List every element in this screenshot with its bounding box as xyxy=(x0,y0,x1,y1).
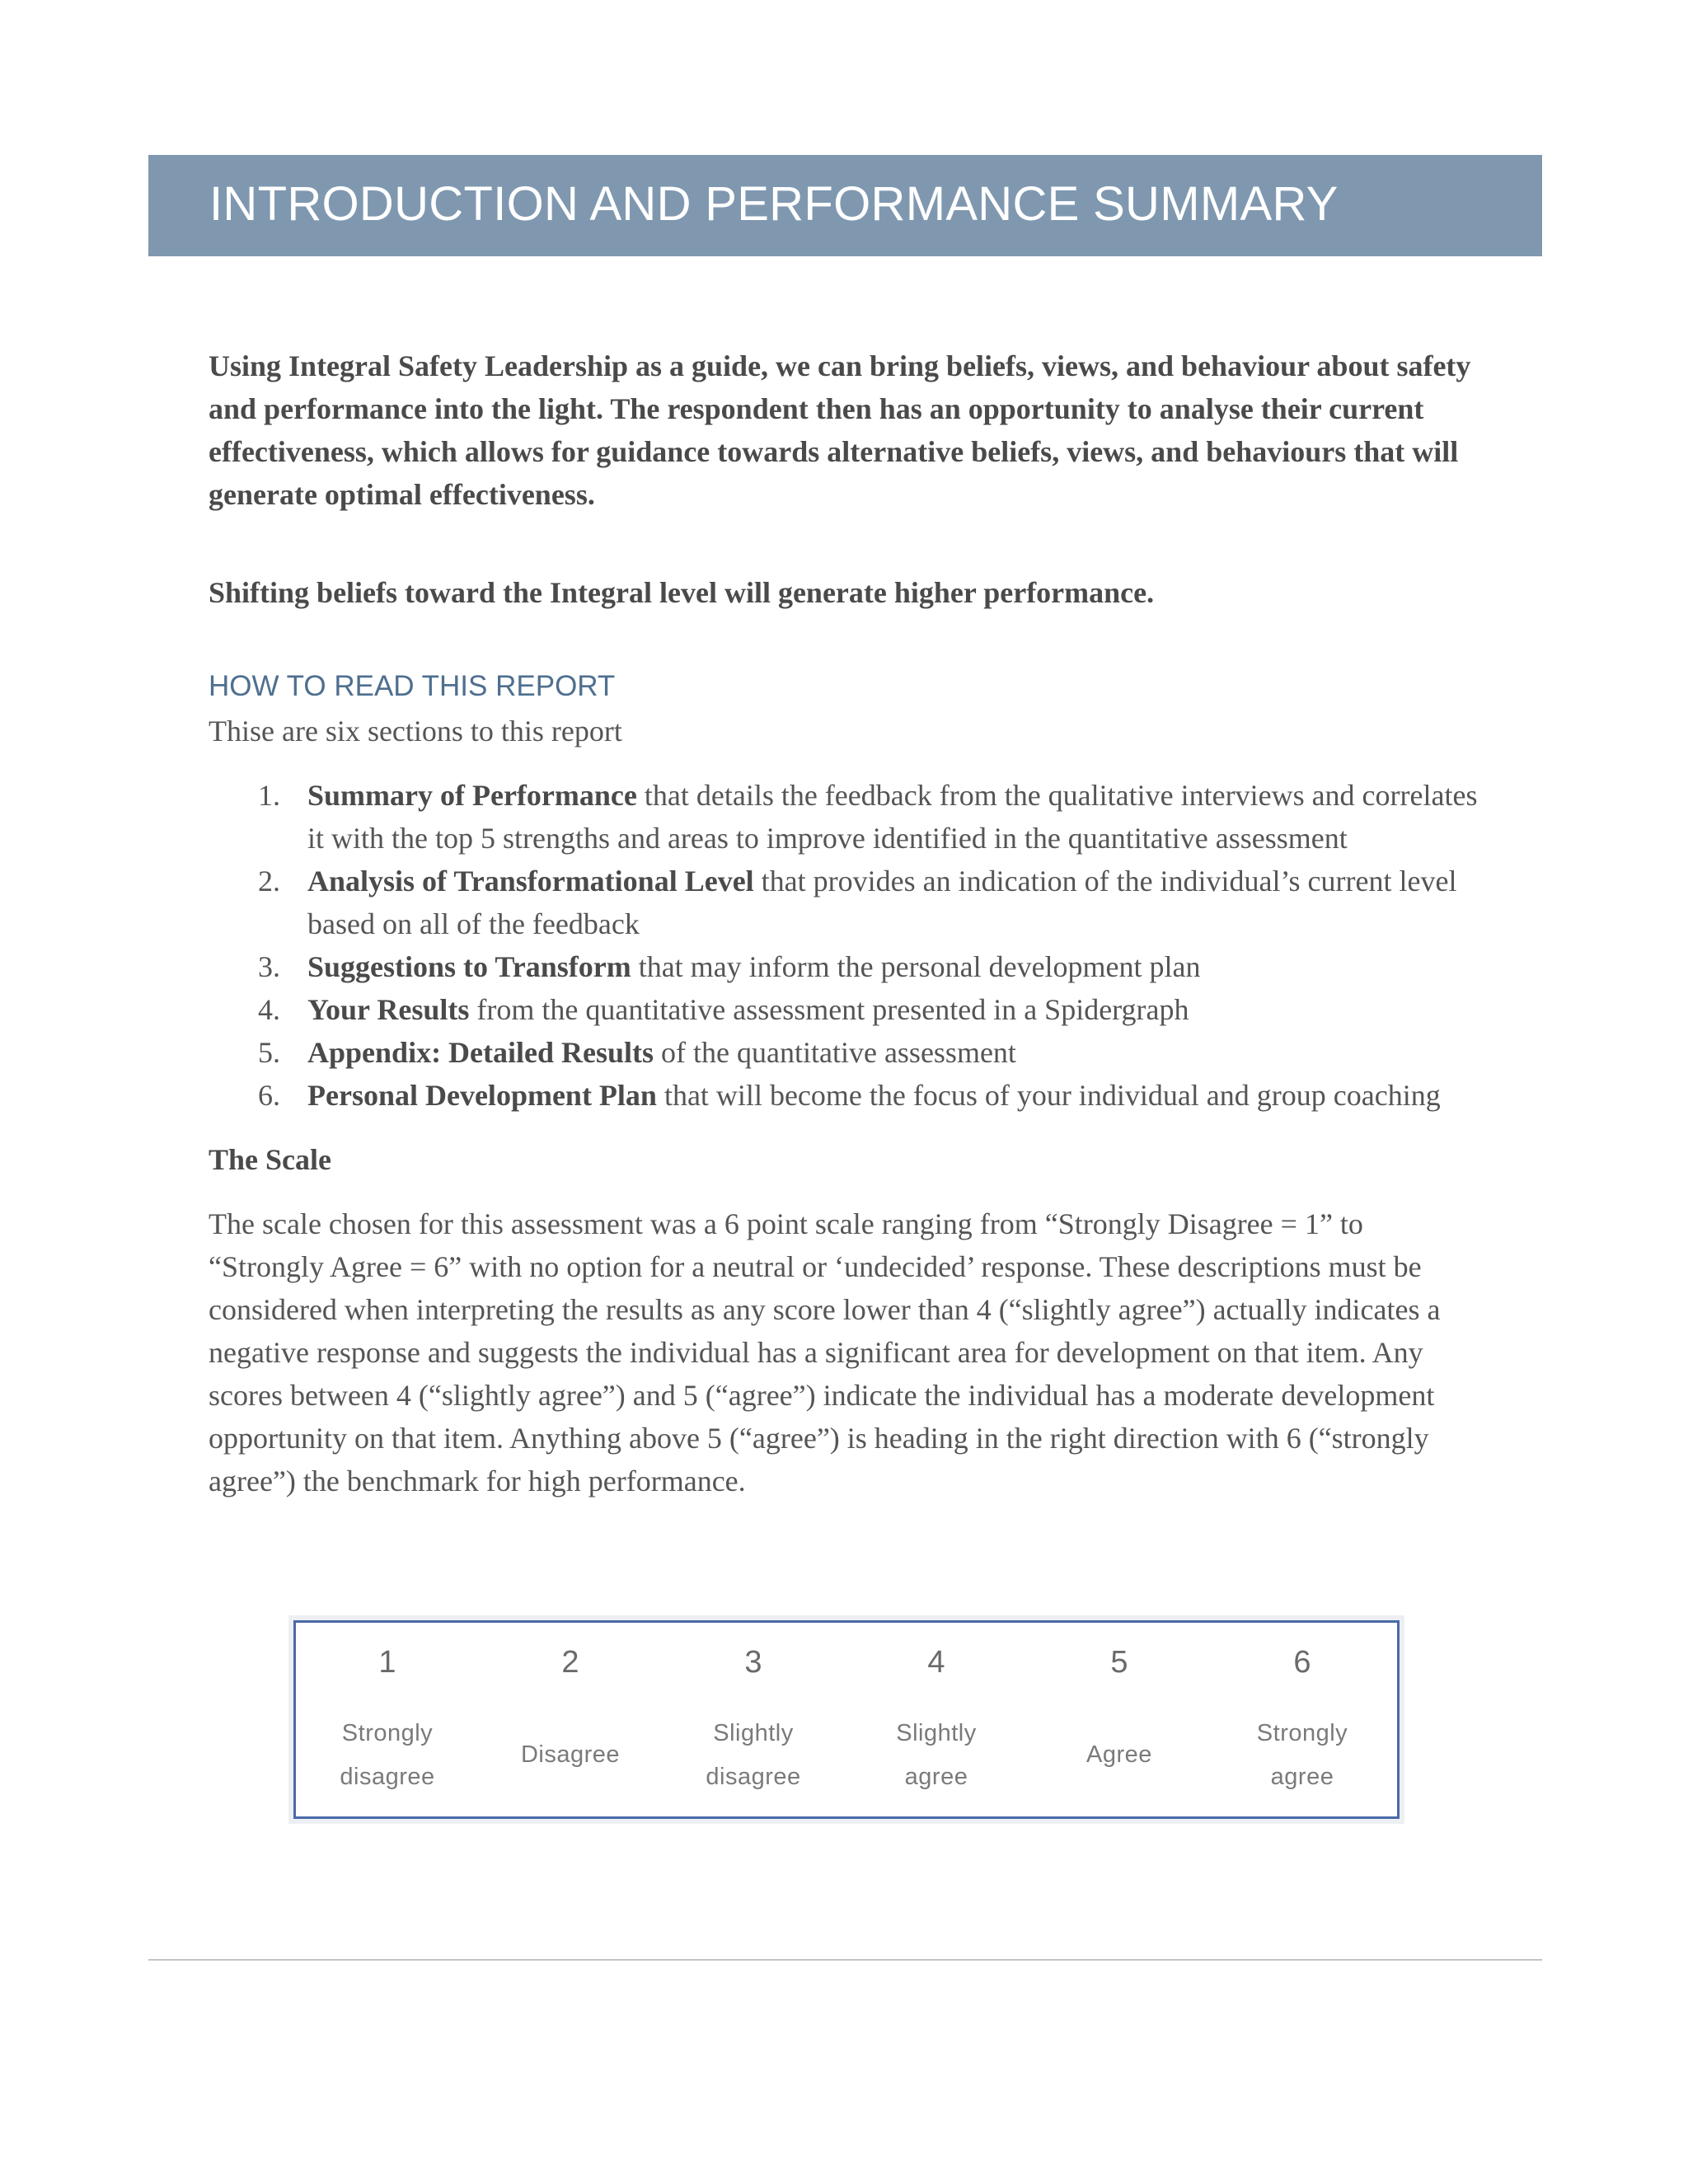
list-item-number: 2. xyxy=(258,865,280,898)
scale-point-1 xyxy=(296,1623,479,1816)
scale-description: The scale chosen for this assessment was a 6 point scale ranging from “Strongly Disagree = 1” to “Strongly Agree = 6” with no option for a neutral or ‘undecided’ response. These descriptions must be considered when interpreting the results as any score lower than 4 (“slightly agree”) actually indicates a negative response and suggests the individual has a significant area for development on that item. Any scores between 4 (“slightly agree”) and 5 (“agree”) indicate the individual has a moderate development opportunity on that item. Anything above 5 (“agree”) is heading in the right direction with 6 (“strongly agree”) the benchmark for high performance. xyxy=(209,1207,1441,1497)
list-item-text: that details the feedback from the qualitative interviews and correlates it with the top 5 strengths and areas to improve identified in the quantitative assessment xyxy=(307,779,1478,855)
scale-point-value: 2 xyxy=(561,1645,579,1680)
scale-point-label-line1: Slightly xyxy=(713,1720,794,1746)
scale-point-value: 5 xyxy=(1110,1645,1128,1680)
list-item-title: Suggestions to Transform xyxy=(307,950,631,983)
scale-heading: The Scale xyxy=(209,1143,331,1176)
list-item-title: Personal Development Plan xyxy=(307,1079,657,1112)
list-item-text: that may inform the personal development plan xyxy=(631,950,1201,983)
list-item-title: Your Results xyxy=(307,993,470,1026)
intro-paragraph: Using Integral Safety Leadership as a guide, we can bring beliefs, views, and behaviour about safety and performance into the light. The respondent then has an opportunity to analyse their current effectiveness, which allows for guidance towards alternative beliefs, views, and behaviours that will generate optimal effectiveness. xyxy=(209,349,1471,511)
scale-point-value: 1 xyxy=(378,1645,396,1680)
list-item-text: of the quantitative assessment xyxy=(654,1036,1016,1069)
how-to-read-subtitle: Thise are six sections to this report xyxy=(209,715,622,748)
scale-point-value: 3 xyxy=(744,1645,762,1680)
list-item-title: Analysis of Transformational Level xyxy=(307,865,754,898)
scale-point-label-line1: Agree xyxy=(1086,1741,1152,1768)
scale-point-2 xyxy=(479,1623,662,1816)
list-item-number: 6. xyxy=(258,1079,280,1112)
page-title: INTRODUCTION AND PERFORMANCE SUMMARY xyxy=(209,177,1339,231)
list-item xyxy=(209,774,1482,860)
scale-point-label-line1: Strongly xyxy=(341,1720,434,1746)
scale-point-3 xyxy=(662,1623,845,1816)
sections-list xyxy=(209,774,1482,1117)
tagline: Shifting beliefs toward the Integral level will generate higher performance. xyxy=(209,576,1155,609)
footer-divider xyxy=(148,1959,1542,1961)
list-item xyxy=(209,1074,1482,1117)
scale-point-label-line2: disagree xyxy=(340,1764,435,1790)
scale-point-label-line1: Strongly xyxy=(1256,1720,1348,1746)
list-item xyxy=(209,988,1482,1031)
scale-point-6 xyxy=(1211,1623,1394,1816)
list-item xyxy=(209,860,1482,945)
list-item-number: 5. xyxy=(258,1036,280,1069)
main-content xyxy=(209,344,1482,1502)
scale-point-value: 6 xyxy=(1293,1645,1311,1680)
list-item-number: 3. xyxy=(258,950,280,983)
scale-point-5 xyxy=(1028,1623,1211,1816)
list-item-number: 4. xyxy=(258,993,280,1026)
scale-point-label-line1: Slightly xyxy=(896,1720,977,1746)
how-to-read-heading: HOW TO READ THIS REPORT xyxy=(209,670,616,702)
scale-point-label-line1: Disagree xyxy=(520,1741,621,1768)
list-item-text: from the quantitative assessment presented in a Spidergraph xyxy=(469,993,1189,1026)
scale-point-4 xyxy=(845,1623,1028,1816)
list-item xyxy=(209,945,1482,988)
section-banner xyxy=(148,155,1542,256)
scale-point-label-line2: agree xyxy=(904,1764,968,1790)
list-item xyxy=(209,1031,1482,1074)
scale-point-label-line2: agree xyxy=(1270,1764,1334,1790)
scale-legend-frame xyxy=(288,1615,1404,1824)
scale-legend xyxy=(293,1620,1400,1819)
list-item-number: 1. xyxy=(258,779,280,812)
list-item-title: Summary of Performance xyxy=(307,779,637,812)
list-item-text: that will become the focus of your individual and group coaching xyxy=(656,1079,1441,1112)
scale-point-label-line2: disagree xyxy=(706,1764,801,1790)
scale-point-value: 4 xyxy=(927,1645,945,1680)
list-item-title: Appendix: Detailed Results xyxy=(307,1036,654,1069)
list-item-text: that provides an indication of the individual’s current level based on all of the feedback xyxy=(307,865,1457,940)
